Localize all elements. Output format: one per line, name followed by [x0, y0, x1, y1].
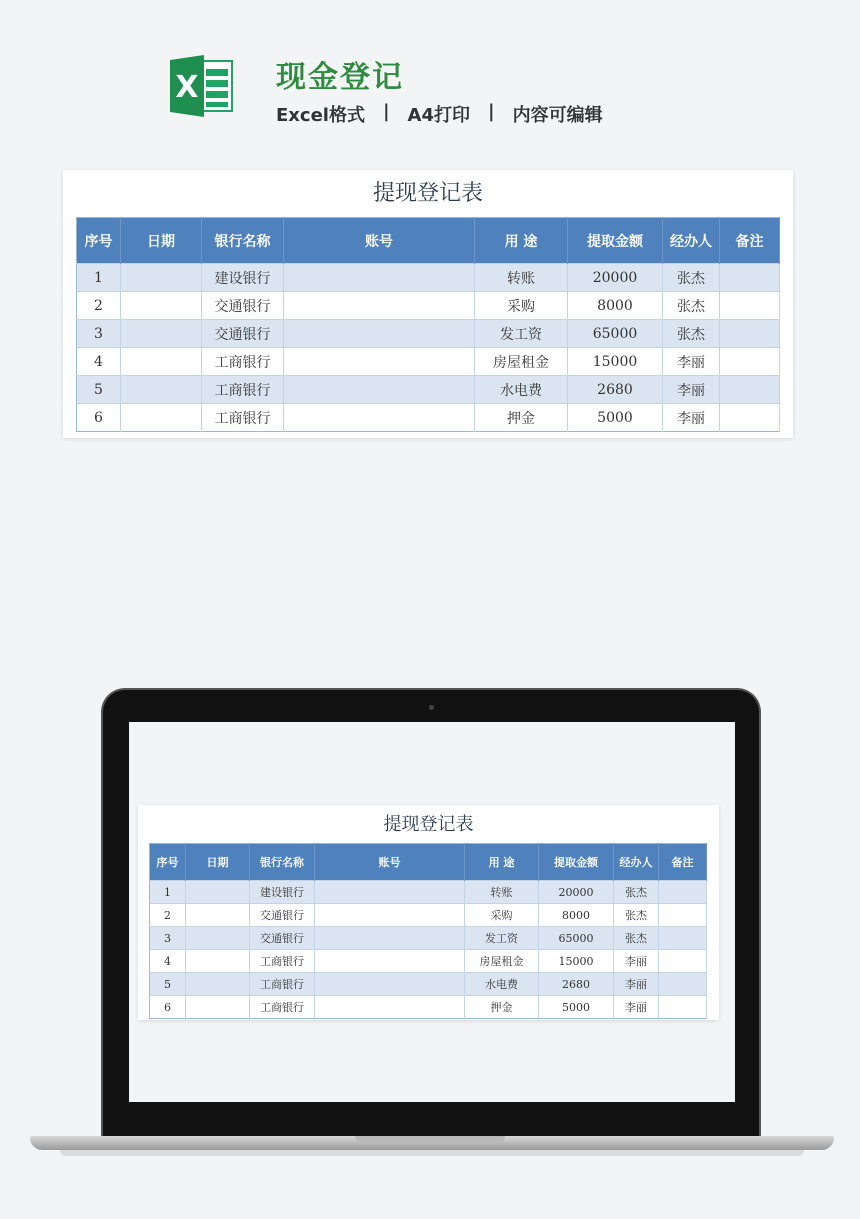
column-header: 提取金额 [539, 844, 614, 881]
column-header: 日期 [186, 844, 250, 881]
table-cell[interactable]: 工商银行 [202, 348, 284, 376]
table-cell[interactable]: 建设银行 [202, 264, 284, 292]
table-cell[interactable] [315, 973, 465, 996]
table-cell[interactable]: 5000 [539, 996, 614, 1019]
table-cell[interactable] [659, 996, 707, 1019]
table-cell[interactable]: 工商银行 [250, 973, 315, 996]
table-cell[interactable]: 李丽 [663, 404, 720, 432]
table-cell[interactable]: 李丽 [614, 950, 659, 973]
table-cell[interactable] [659, 950, 707, 973]
table-cell[interactable]: 交通银行 [202, 320, 284, 348]
table-cell[interactable] [659, 973, 707, 996]
table-cell[interactable]: 交通银行 [202, 292, 284, 320]
table-cell[interactable]: 建设银行 [250, 881, 315, 904]
excel-logo-icon [170, 55, 234, 117]
table-cell[interactable]: 3 [77, 320, 121, 348]
table-cell[interactable]: 2680 [568, 376, 663, 404]
print-label: A4打印 [407, 105, 471, 126]
editable-label: 内容可编辑 [512, 105, 603, 126]
format-label: Excel格式 [276, 105, 365, 126]
column-header: 银行名称 [250, 844, 315, 881]
table-cell[interactable]: 押金 [475, 404, 568, 432]
table-cell[interactable] [121, 376, 202, 404]
table-cell[interactable] [186, 996, 250, 1019]
table-cell[interactable]: 20000 [539, 881, 614, 904]
table-cell[interactable] [186, 904, 250, 927]
table-cell[interactable]: 李丽 [614, 996, 659, 1019]
table-cell[interactable]: 李丽 [663, 376, 720, 404]
table-cell[interactable] [315, 904, 465, 927]
table-cell[interactable] [186, 881, 250, 904]
table-cell[interactable]: 4 [77, 348, 121, 376]
table-cell[interactable] [720, 320, 780, 348]
table-cell[interactable] [186, 973, 250, 996]
column-header: 用 途 [475, 218, 568, 264]
table-cell[interactable]: 5 [77, 376, 121, 404]
table-row [150, 927, 707, 950]
table-cell[interactable]: 工商银行 [202, 376, 284, 404]
table-cell[interactable] [315, 996, 465, 1019]
register-table [149, 843, 707, 1019]
separator: | [488, 101, 495, 122]
table-cell[interactable] [121, 348, 202, 376]
table-cell[interactable]: 张杰 [663, 320, 720, 348]
table-cell[interactable]: 张杰 [614, 881, 659, 904]
table-cell[interactable] [720, 264, 780, 292]
table-cell[interactable]: 房屋租金 [465, 950, 539, 973]
table-header-row [150, 844, 707, 881]
table-cell[interactable]: 20000 [568, 264, 663, 292]
table-cell[interactable] [315, 927, 465, 950]
table-cell[interactable]: 8000 [539, 904, 614, 927]
table-row [150, 904, 707, 927]
table-header-row [77, 218, 780, 264]
table-cell[interactable]: 张杰 [614, 904, 659, 927]
table-cell[interactable]: 5000 [568, 404, 663, 432]
table-cell[interactable]: 15000 [539, 950, 614, 973]
table-cell[interactable]: 张杰 [663, 292, 720, 320]
table-row [77, 320, 780, 348]
table-cell[interactable] [284, 264, 475, 292]
register-table [76, 217, 780, 432]
column-header: 账号 [284, 218, 475, 264]
table-cell[interactable]: 张杰 [614, 927, 659, 950]
sheet-title: 提现登记表 [372, 181, 483, 206]
table-cell[interactable]: 6 [150, 996, 186, 1019]
sheet-preview-in-laptop [138, 805, 719, 1020]
table-cell[interactable]: 工商银行 [250, 996, 315, 1019]
table-cell[interactable] [315, 950, 465, 973]
table-cell[interactable] [284, 348, 475, 376]
table-cell[interactable] [315, 881, 465, 904]
separator: | [382, 101, 390, 122]
table-row [150, 973, 707, 996]
table-cell[interactable] [720, 348, 780, 376]
column-header: 备注 [720, 218, 780, 264]
table-cell[interactable] [121, 264, 202, 292]
feature-line [276, 101, 603, 127]
column-header: 经办人 [614, 844, 659, 881]
table-cell[interactable] [284, 404, 475, 432]
table-cell[interactable] [659, 904, 707, 927]
table-cell[interactable]: 5 [150, 973, 186, 996]
column-header: 用 途 [465, 844, 539, 881]
table-cell[interactable]: 工商银行 [202, 404, 284, 432]
table-cell[interactable]: 3 [150, 927, 186, 950]
laptop-base-notch [355, 1136, 505, 1142]
table-row [150, 950, 707, 973]
table-cell[interactable]: 水电费 [475, 376, 568, 404]
table-row [77, 292, 780, 320]
table-cell[interactable]: 发工资 [475, 320, 568, 348]
logo-letter: X [175, 70, 199, 105]
table-row [150, 996, 707, 1019]
table-cell[interactable] [659, 881, 707, 904]
table-cell[interactable] [720, 404, 780, 432]
table-cell[interactable] [186, 950, 250, 973]
table-row [77, 404, 780, 432]
table-cell[interactable]: 2 [150, 904, 186, 927]
camera-icon [429, 705, 434, 710]
table-cell[interactable]: 房屋租金 [475, 348, 568, 376]
column-header: 银行名称 [202, 218, 284, 264]
table-cell[interactable]: 15000 [568, 348, 663, 376]
table-cell[interactable]: 转账 [475, 264, 568, 292]
column-header: 备注 [659, 844, 707, 881]
table-cell[interactable] [284, 320, 475, 348]
table-cell[interactable]: 转账 [465, 881, 539, 904]
table-cell[interactable] [720, 376, 780, 404]
table-cell[interactable] [121, 292, 202, 320]
sheet-preview [63, 170, 793, 438]
laptop-shadow [60, 1150, 804, 1156]
table-cell[interactable]: 交通银行 [250, 927, 315, 950]
table-cell[interactable] [720, 292, 780, 320]
table-cell[interactable]: 李丽 [614, 973, 659, 996]
table-cell[interactable]: 2 [77, 292, 121, 320]
table-row [77, 264, 780, 292]
table-body [77, 264, 780, 432]
table-row [77, 348, 780, 376]
table-cell[interactable]: 押金 [465, 996, 539, 1019]
table-cell[interactable] [284, 292, 475, 320]
table-cell[interactable]: 1 [77, 264, 121, 292]
table-cell[interactable]: 工商银行 [250, 950, 315, 973]
table-body [150, 881, 707, 1019]
sheet-title: 提现登记表 [383, 814, 474, 835]
column-header: 日期 [121, 218, 202, 264]
table-cell[interactable]: 采购 [475, 292, 568, 320]
table-cell[interactable]: 张杰 [663, 264, 720, 292]
table-cell[interactable] [186, 927, 250, 950]
column-header: 经办人 [663, 218, 720, 264]
table-cell[interactable]: 李丽 [663, 348, 720, 376]
table-cell[interactable]: 水电费 [465, 973, 539, 996]
table-row [150, 881, 707, 904]
table-cell[interactable]: 65000 [539, 927, 614, 950]
table-cell[interactable]: 6 [77, 404, 121, 432]
table-cell[interactable]: 8000 [568, 292, 663, 320]
table-cell[interactable] [659, 927, 707, 950]
table-cell[interactable] [284, 376, 475, 404]
page-title: 现金登记 [276, 60, 404, 95]
table-row [77, 376, 780, 404]
table-cell[interactable]: 采购 [465, 904, 539, 927]
table-cell[interactable]: 1 [150, 881, 186, 904]
table-cell[interactable] [121, 404, 202, 432]
table-cell[interactable]: 交通银行 [250, 904, 315, 927]
table-cell[interactable]: 2680 [539, 973, 614, 996]
column-header: 序号 [150, 844, 186, 881]
table-cell[interactable]: 4 [150, 950, 186, 973]
table-cell[interactable] [121, 320, 202, 348]
table-cell[interactable]: 65000 [568, 320, 663, 348]
column-header: 账号 [315, 844, 465, 881]
column-header: 提取金额 [568, 218, 663, 264]
table-cell[interactable]: 发工资 [465, 927, 539, 950]
column-header: 序号 [77, 218, 121, 264]
